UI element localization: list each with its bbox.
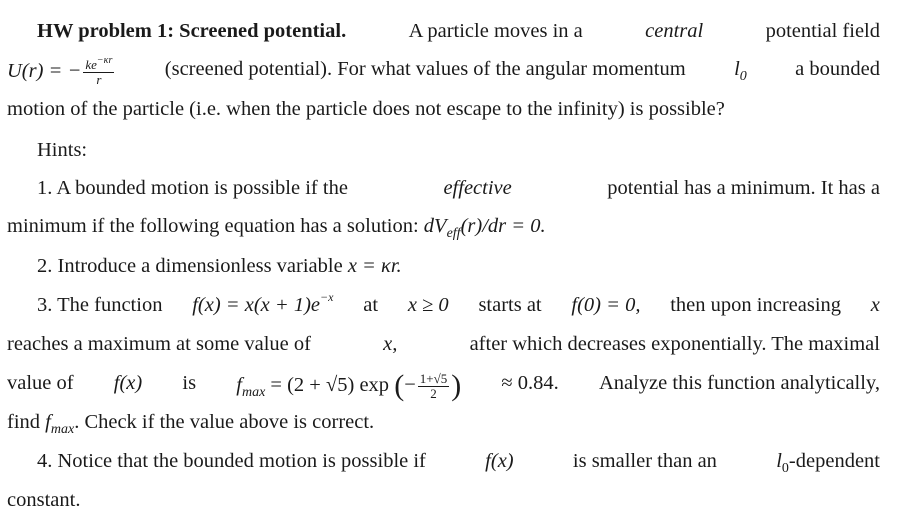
derivative-equation: $dV_{eff}(r)/dr = 0$. (423, 215, 546, 241)
hints-label: Hints: (37, 139, 88, 161)
intro-line-3: motion of the particle (i.e. when the particle does not escape to the infinity) is possible? (7, 98, 725, 120)
hint-4-line-2: constant. (7, 489, 81, 511)
problem-title: HW problem 1: Screened potential. (37, 20, 347, 42)
hint-3-line-4: find $f_{max}$. Check if the value above is correct. (7, 411, 375, 437)
hint-3-line-3: value of f(x) is $f_{max} = (2 + √5)$ exp (− $\frac{1+√5}{2}$ ) ≈ 0.84. Analyze this function analytically, (7, 369, 880, 403)
hint-1-line-2: minimum if the following equation has a solution: $dV_{eff}(r)/dr = 0$. (7, 215, 546, 241)
l0-symbol: $l_0$ (734, 58, 747, 84)
hint-1-line-1: 1. A bounded motion is possible if the effective potential has a minimum. It has a (37, 177, 880, 199)
problem-title-line: HW problem 1: Screened potential. A particle moves in a central potential field (37, 20, 880, 42)
fmax-formula: $f_{max} = (2 + √5)$ exp (− $\frac{1+√5}{2}$ ) (236, 369, 462, 403)
hint-2: 2. Introduce a dimensionless variable x = κr. (37, 255, 402, 277)
potential-line: U(r) = − $\frac{ke^{-\kappa r}}{r}$ (screened potential). For what values of the angular momentum $l_0$ a bounded (7, 55, 880, 87)
hint-4-line-1: 4. Notice that the bounded motion is possible if f(x) is smaller than an $l_0$-dependent (37, 450, 880, 476)
potential-formula: U(r) = − $\frac{ke^{-\kappa r}}{r}$ (7, 55, 113, 87)
hint-3-line-1: 3. The function $f(x) = x(x + 1)e^{-x}$ at x ≥ 0 starts at f(0) = 0, then upon increasing x (37, 290, 880, 316)
hint-3-line-2: reaches a maximum at some value of x, after which decreases exponentially. The maximal (7, 333, 880, 355)
